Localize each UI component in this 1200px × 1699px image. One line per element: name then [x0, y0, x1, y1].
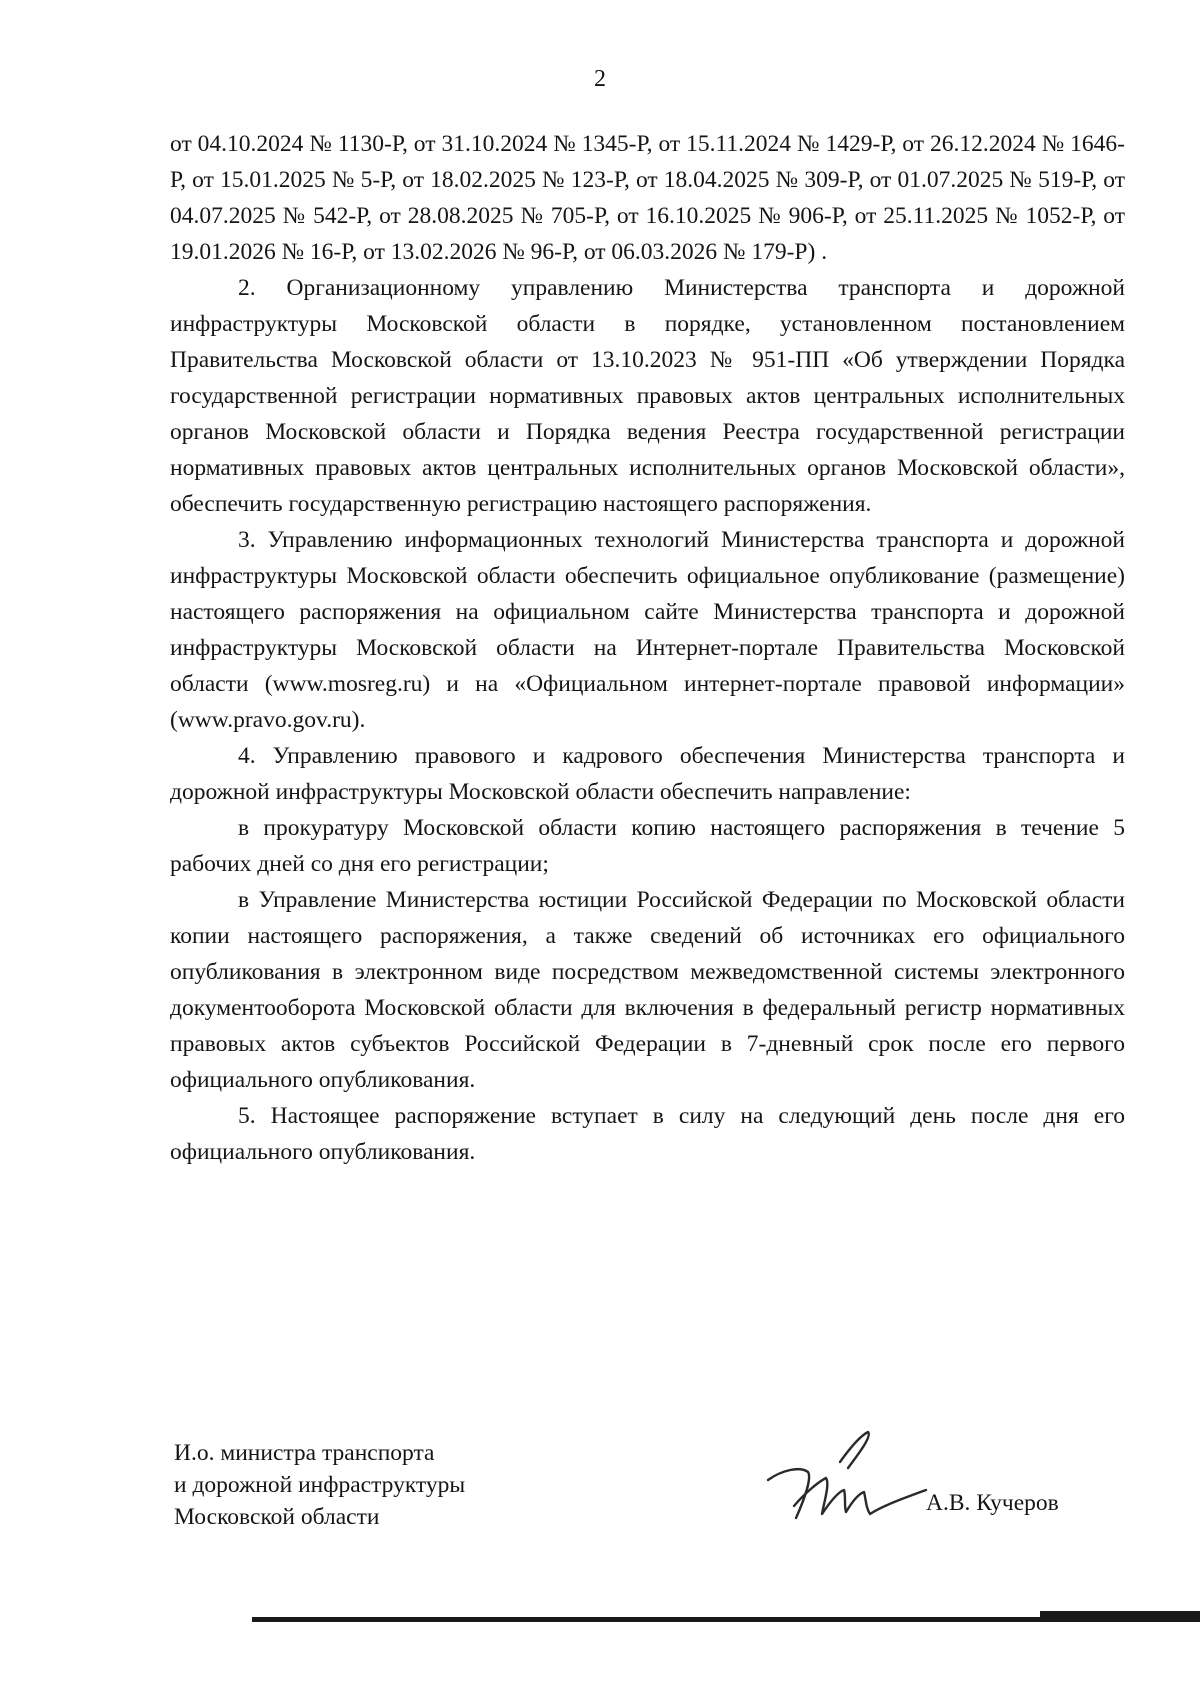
signatory-position-line: И.о. министра транспорта: [174, 1440, 435, 1466]
signatory-name: А.В. Кучеров: [926, 1490, 1059, 1516]
page-number: 2: [594, 66, 606, 92]
paragraph-item-4: 4. Управлению правового и кадрового обеспечения Министерства транспорта и дорожной инфраструктуры Московской области обеспечить направление:: [170, 743, 1125, 805]
signatory-position: [174, 1437, 465, 1533]
bottom-rule-edge: [1040, 1611, 1200, 1622]
paragraph-continuation: от 04.10.2024 № 1130-Р, от 31.10.2024 № 1345-Р, от 15.11.2024 № 1429-Р, от 26.12.2024 № 1646-Р, от 15.01.2025 № 5-Р, от 18.02.2025 № 123-Р, от 18.04.2025 № 309-Р, от 01.07.2025 № 519-Р, от 04.07.2025 № 542-Р, от 28.08.2025 № 705-Р, от 16.10.2025 № 906-Р, от 25.11.2025 № 1052-Р, от 19.01.2026 № 16-Р, от 13.02.2026 № 96-Р, от 06.03.2026 № 179-Р) .: [170, 131, 1125, 265]
document-body: [170, 126, 1125, 1170]
paragraph-item-4-a: в прокуратуру Московской области копию настоящего распоряжения в течение 5 рабочих дней со дня его регистрации;: [170, 815, 1125, 877]
signatory-position-line: Московской области: [174, 1504, 380, 1530]
handwritten-signature: [760, 1422, 930, 1532]
paragraph-item-4-b: в Управление Министерства юстиции Российской Федерации по Московской области копии настоящего распоряжения, а также сведений об источниках его официального опубликования в электронном виде посредством межведомственной системы электронного документооборота Московской области для включения в федеральный регистр нормативных правовых актов субъектов Российской Федерации в 7-дневный срок после его первого официального опубликования.: [170, 887, 1125, 1093]
paragraph-item-5: 5. Настоящее распоряжение вступает в силу на следующий день после дня его официального опубликования.: [170, 1103, 1125, 1165]
paragraph-item-2: 2. Организационному управлению Министерства транспорта и дорожной инфраструктуры Московской области в порядке, установленном постановлением Правительства Московской области от 13.10.2023 № 951-ПП «Об утверждении Порядка государственной регистрации нормативных правовых актов центральных исполнительных органов Московской области и Порядка ведения Реестра государственной регистрации нормативных правовых актов центральных исполнительных органов Московской области», обеспечить государственную регистрацию настоящего распоряжения.: [170, 275, 1125, 517]
signatory-position-line: и дорожной инфраструктуры: [174, 1472, 466, 1498]
paragraph-item-3: 3. Управлению информационных технологий Министерства транспорта и дорожной инфраструктуры Московской области обеспечить официальное опубликование (размещение) настоящего распоряжения на официальном сайте Министерства транспорта и дорожной инфраструктуры Московской области на Интернет-портале Правительства Московской области (www.mosreg.ru) и на «Официальном интернет-портале правовой информации» (www.pravo.gov.ru).: [170, 527, 1125, 733]
